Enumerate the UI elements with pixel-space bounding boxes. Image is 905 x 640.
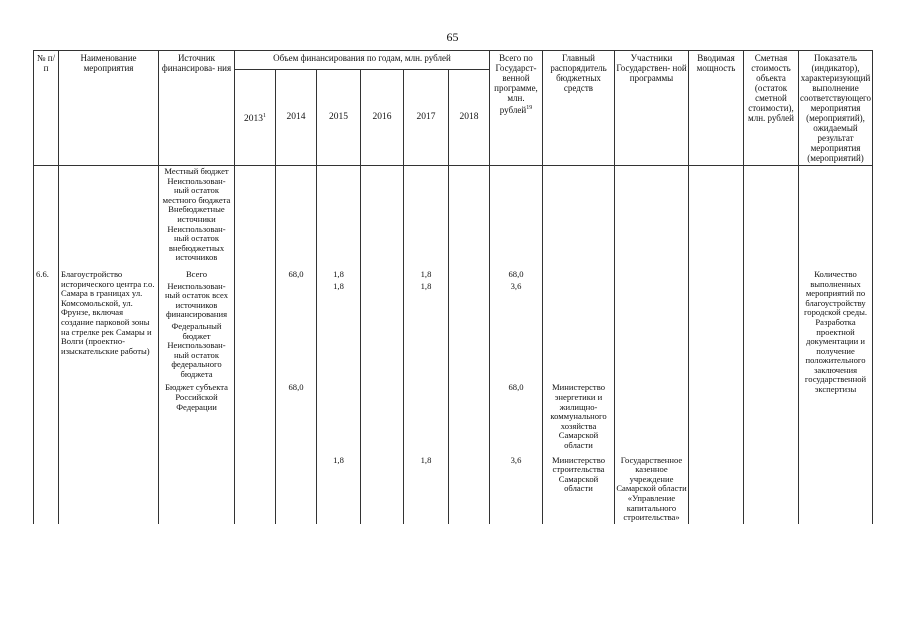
total-2017: 1,8 [404,269,449,281]
header-year-2014: 2014 [276,69,317,165]
unused-sum: 3,6 [490,281,543,321]
source-federal: Федеральный бюджет Неиспользован- ный остаток федерального бюджета [159,321,235,381]
item-num: 6.6. [34,269,59,524]
table-row [34,321,873,381]
unused-2015: 1,8 [317,281,361,321]
table-row [34,166,873,269]
total-2015: 1,8 [317,269,361,281]
item-indicator: Количество выполненных мероприятий по благоустройству городской среды. Разработка проектной документации и получение положительного заключения государственной экспертизы [799,269,873,524]
page-number: 65 [446,30,459,44]
construction-sum: 3,6 [490,452,543,524]
construction-2017: 1,8 [404,452,449,524]
header-num: № п/п [34,51,59,166]
construction-2015: 1,8 [317,452,361,524]
total-2014: 68,0 [276,269,317,281]
construction-manager: Министерство строительства Самарской области [543,452,615,524]
header-year-2013: 2013$^1$ [235,69,276,165]
table-row [34,281,873,321]
unused-2017: 1,8 [404,281,449,321]
total-sum: 68,0 [490,269,543,281]
header-funding: Объем финансирования по годам, млн. рублей [235,51,490,70]
subject-2014: 68,0 [276,380,317,451]
table-row [34,452,873,524]
construction-participant: Государственное казенное учреждение Самарской области «Управление капитального строительства» [615,452,689,524]
header-estimate: Сметная стоимость объекта (остаток сметной стоимости), млн. рублей [744,51,799,166]
source-subject: Бюджет субъекта Российской Федерации [159,380,235,451]
table-row [34,269,873,281]
header-manager: Главный распорядитель бюджетных средств [543,51,615,166]
funding-table [33,50,873,524]
header-source: Источник финансирова- ния [159,51,235,166]
source-total: Всего [159,269,235,281]
header-participants: Участники Государствен- ной программы [615,51,689,166]
subject-manager: Министерство энергетики и жилищно- коммунального хозяйства Самарской области [543,380,615,451]
header-capacity: Вводимая мощность [689,51,744,166]
table-row [34,380,873,451]
item-name: Благоустройство исторического центра г.о. Самара в границах ул. Комсомольской, ул. Фрунзе, включая создание парковой зоны на стрелке рек Самары и Волги (проектно- изыскательские работы) [59,269,159,524]
source-unused-all: Неиспользован- ный остаток всех источников финансирования [159,281,235,321]
header-year-2016: 2016 [361,69,404,165]
header-indicator: Показатель (индикатор), характеризующий выполнение соответствующего мероприятия (мероприятий), ожидаемый результат мероприятия (мероприятий) [799,51,873,166]
header-name: Наименование мероприятия [59,51,159,166]
header-year-2018: 2018 [449,69,490,165]
top-sources: Местный бюджет Неиспользован- ный остаток местного бюджета Внебюджетные источники Неиспользован- ный остаток внебюджетных источников [159,166,235,269]
header-total: Всего по Государст- венной программе, млн. рублей$^{19}$ [490,51,543,166]
header-year-2015: 2015 [317,69,361,165]
subject-sum: 68,0 [490,380,543,451]
header-year-2017: 2017 [404,69,449,165]
